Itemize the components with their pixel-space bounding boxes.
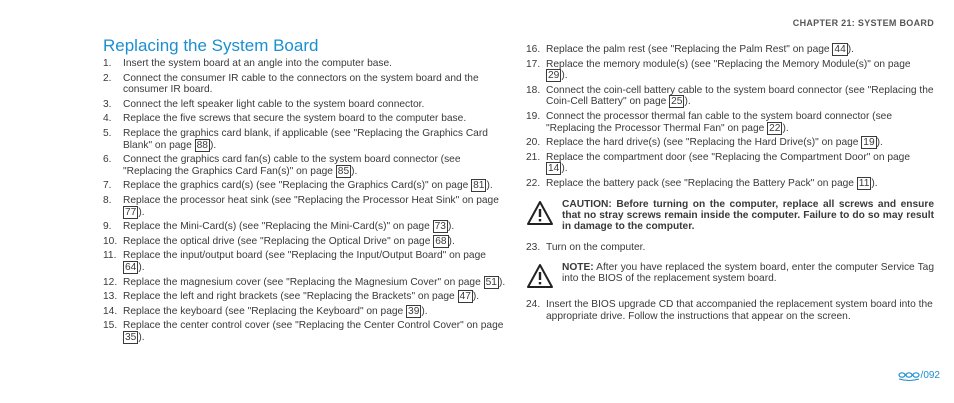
page-reference-link[interactable]: 68	[435, 235, 447, 247]
step-number: 14.	[103, 305, 118, 317]
step-body: Replace the left and right brackets (see "Replacing the Brackets" on page	[123, 291, 458, 303]
step-text: Insert the BIOS upgrade CD that accompanied the replacement system board into the appropriate drive. Follow the instructions that appear on the screen.	[546, 299, 933, 322]
step-end: ).	[138, 261, 145, 273]
page-reference-link[interactable]: 11	[858, 177, 870, 189]
list-item-step	[103, 128, 508, 151]
step-text	[546, 44, 934, 56]
page-reference-link[interactable]: 25	[671, 96, 683, 108]
step-text	[123, 113, 508, 125]
step-body: Replace the keyboard (see "Replacing the Keyboard" on page	[123, 305, 407, 317]
step-end: ).	[871, 177, 878, 189]
step-end: ).	[447, 221, 455, 233]
step-body: Connect the coin-cell battery cable to the system board connector (see "Replacing the Coin-Cell Battery" on page	[546, 84, 934, 108]
chapter-header: CHAPTER 21: SYSTEM BOARD	[792, 18, 934, 28]
page-reference-link[interactable]: 85	[337, 165, 350, 177]
list-item-step	[103, 221, 508, 233]
list-item-step	[526, 152, 934, 175]
step-body: Connect the processor thermal fan cable to the system board connector (see "Replacing the Processor Thermal Fan" on page	[546, 110, 892, 134]
note-label: NOTE:	[562, 262, 594, 274]
step-number: 10.	[103, 235, 118, 247]
step-end: ).	[209, 139, 217, 151]
list-item-step	[526, 111, 934, 134]
step-end: ).	[421, 305, 428, 317]
step-number: 19.	[526, 110, 541, 122]
step-text	[123, 73, 508, 96]
page-reference-link[interactable]: 29	[548, 70, 560, 82]
note-text	[562, 262, 934, 289]
step-number: 16.	[526, 44, 541, 55]
list-item-step	[103, 236, 508, 248]
step-body: Replace the processor heat sink (see "Replacing the Processor Heat Sink" on page	[123, 194, 499, 206]
step-text	[123, 236, 508, 248]
step-end: ).	[684, 96, 691, 108]
step-end: ).	[782, 122, 789, 134]
step-body: Replace the magnesium cover (see "Replacing the Magnesium Cover" on page	[123, 276, 484, 288]
list-item-step	[526, 178, 934, 190]
right-column	[526, 44, 934, 325]
warning-triangle-icon	[526, 263, 554, 289]
step-text	[123, 320, 508, 343]
step-body: Insert the system board at an angle into the computer base.	[123, 58, 392, 69]
step-number: 6.	[103, 154, 112, 166]
step-body: Replace the palm rest (see "Replacing the Palm Rest" on page	[546, 44, 833, 55]
step-text	[546, 85, 934, 108]
step-number: 2.	[103, 72, 112, 84]
page-reference-link[interactable]: 64	[125, 261, 137, 273]
step-number: 18.	[526, 84, 541, 96]
page-reference-link[interactable]: 51	[485, 276, 497, 288]
list-item-step	[103, 113, 508, 125]
page-number: /092	[920, 370, 940, 381]
step-text	[546, 137, 934, 149]
list-item-step-23	[526, 242, 934, 254]
right-column-steps	[526, 44, 934, 190]
page-reference-link[interactable]: 88	[196, 139, 208, 151]
step-text	[123, 306, 508, 318]
list-item-step	[103, 58, 508, 70]
step-number: 17.	[526, 58, 541, 70]
page-title: Replacing the System Board	[103, 36, 319, 55]
caution-notice	[526, 199, 934, 232]
step-text	[123, 195, 508, 218]
step-body: Connect the graphics card fan(s) cable to the system board connector (see "Replacing the Graphics Card Fan(s)" on page	[123, 154, 461, 177]
step-number: 24.	[526, 299, 541, 311]
list-item-step	[103, 320, 508, 343]
list-item-step	[103, 306, 508, 318]
note-body: After you have replaced the system board, enter the computer Service Tag into the BIOS of the replacement system board.	[562, 262, 934, 285]
list-item-step	[526, 44, 934, 56]
step-number: 3.	[103, 98, 112, 110]
step-body: Replace the center control cover (see "Replacing the Center Control Cover" on page	[123, 320, 504, 332]
list-item-step-24	[526, 299, 934, 322]
list-item-step	[526, 59, 934, 82]
page-footer	[898, 370, 940, 381]
step-number: 12.	[103, 276, 118, 288]
step-number: 4.	[103, 113, 112, 125]
step-text	[123, 277, 508, 289]
page-reference-link[interactable]: 47	[459, 291, 471, 303]
step-text	[546, 111, 934, 134]
step-text	[123, 250, 508, 273]
step-text	[123, 291, 508, 303]
note-notice	[526, 262, 934, 289]
step-body: Replace the input/output board (see "Replacing the Input/Output Board" on page	[123, 250, 486, 262]
step-number: 7.	[103, 180, 112, 192]
step-text	[546, 59, 934, 82]
step-end: ).	[448, 235, 455, 247]
step-body: Replace the optical drive (see "Replacing the Optical Drive" on page	[123, 235, 434, 247]
alienware-logo-icon	[898, 371, 920, 381]
page-reference-link[interactable]: 73	[434, 221, 446, 233]
page-reference-link[interactable]: 35	[125, 331, 137, 343]
left-column-steps	[103, 58, 508, 346]
page-reference-link[interactable]: 81	[473, 180, 485, 192]
list-item-step	[103, 277, 508, 289]
step-text	[546, 152, 934, 175]
step-end: ).	[138, 331, 145, 343]
page-reference-link[interactable]: 14	[548, 163, 560, 175]
step-number: 11.	[103, 250, 117, 262]
step-end: ).	[561, 70, 568, 82]
step-body: Replace the graphics card blank, if applicable (see "Replacing the Graphics Card Blank" on page	[123, 127, 488, 151]
list-item-step	[103, 195, 508, 218]
list-item-step	[103, 99, 508, 111]
step-body: Replace the graphics card(s) (see "Replacing the Graphics Card(s)" on page	[123, 180, 472, 192]
step-body: Replace the five screws that secure the system board to the computer base.	[123, 113, 467, 125]
list-item-step	[103, 250, 508, 273]
step-number: 20.	[526, 137, 541, 149]
page-reference-link[interactable]: 44	[834, 44, 846, 55]
warning-triangle-icon	[526, 200, 554, 226]
step-body: Replace the hard drive(s) (see "Replacing the Hard Drive(s)" on page	[546, 137, 862, 149]
list-item-step	[103, 291, 508, 303]
step-body: Replace the battery pack (see "Replacing the Battery Pack" on page	[546, 177, 857, 189]
step-text	[123, 154, 508, 177]
step-end: ).	[486, 180, 493, 192]
step-text	[123, 128, 508, 151]
step-end: ).	[876, 137, 883, 149]
step-number: 22.	[526, 177, 541, 189]
step-number: 8.	[103, 194, 112, 206]
list-item-step	[103, 73, 508, 96]
page-reference-link[interactable]: 19	[863, 137, 875, 149]
page-reference-link[interactable]: 22	[769, 122, 781, 134]
step-end: ).	[138, 206, 145, 218]
list-item-step	[103, 154, 508, 177]
step-number: 1.	[103, 58, 112, 69]
step-body: Replace the compartment door (see "Replacing the Compartment Door" on page	[546, 151, 910, 163]
page-reference-link[interactable]: 39	[408, 305, 420, 317]
step-number: 15.	[103, 320, 118, 332]
list-item-step	[526, 137, 934, 149]
step-text	[123, 58, 508, 70]
step-end: ).	[847, 44, 854, 55]
step-number: 9.	[103, 221, 112, 233]
step-number: 23.	[526, 241, 541, 253]
step-number: 21.	[526, 151, 541, 163]
step-body: Replace the Mini-Card(s) (see "Replacing the Mini-Card(s)" on page	[123, 221, 433, 233]
step-body: Connect the left speaker light cable to the system board connector.	[123, 98, 425, 110]
step-text	[123, 99, 508, 111]
step-text	[546, 178, 934, 190]
step-number: 5.	[103, 127, 112, 139]
step-end: ).	[351, 165, 358, 177]
step-number: 13.	[103, 291, 118, 303]
step-body: Connect the consumer IR cable to the connectors on the system board and the consumer IR board.	[123, 72, 479, 96]
list-item-step	[103, 180, 508, 192]
list-item-step	[526, 85, 934, 108]
step-text: Turn on the computer.	[546, 241, 646, 253]
step-body: Replace the memory module(s) (see "Replacing the Memory Module(s)" on page	[546, 58, 911, 70]
caution-text: CAUTION: Before turning on the computer, replace all screws and ensure that no stray screws remain inside the computer. Failure to do so may result in damage to the computer.	[562, 198, 934, 232]
step-end: ).	[472, 291, 480, 303]
page-reference-link[interactable]: 77	[125, 206, 137, 218]
step-end: ).	[561, 163, 568, 175]
step-text	[123, 180, 508, 192]
step-end: ).	[498, 276, 506, 288]
step-text	[123, 221, 508, 233]
